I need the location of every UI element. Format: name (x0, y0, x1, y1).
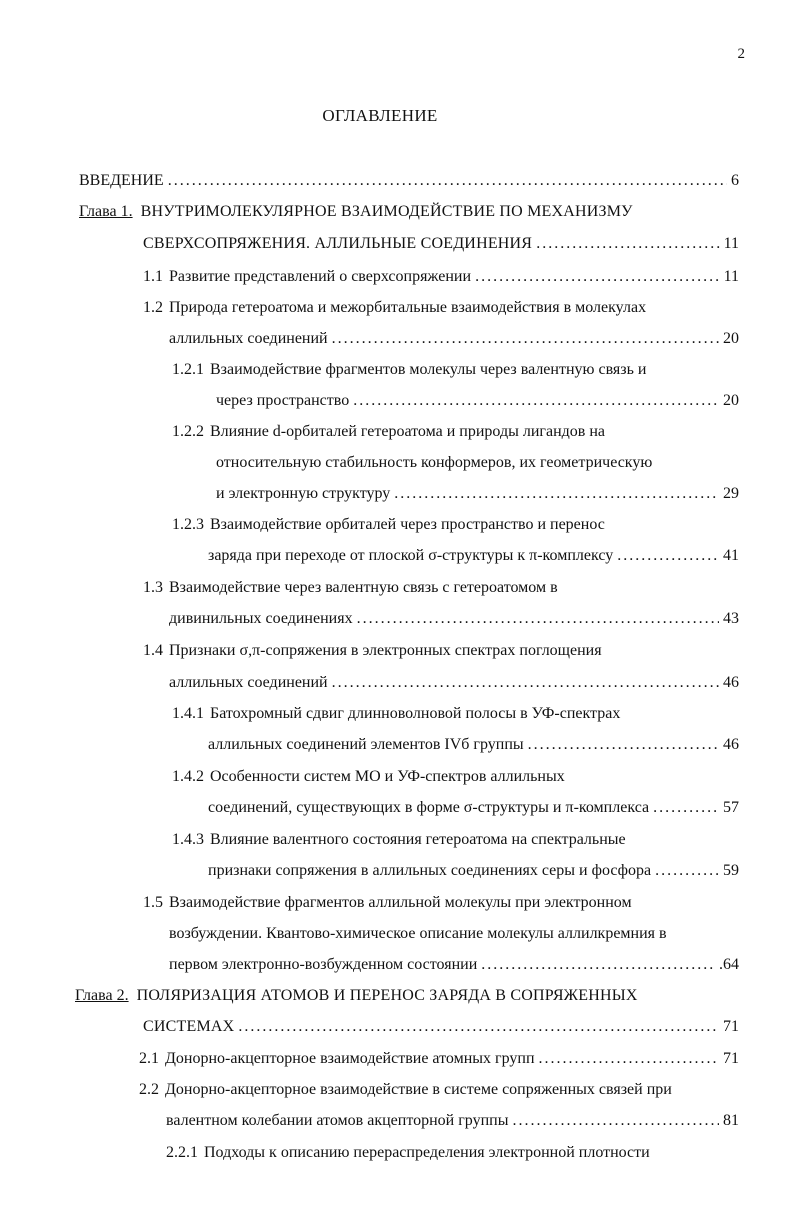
section-number: 1.2.3 (172, 516, 204, 533)
entry-text: Взаимодействие через валентную связь с гетероатомом в (169, 579, 558, 596)
entry-text: Признаки σ,π-сопряжения в электронных спектрах поглощения (169, 642, 602, 659)
toc-subsection-1-2-1[interactable] (172, 357, 646, 383)
toc-section-1-2[interactable] (143, 295, 646, 321)
dot-leader (394, 481, 719, 507)
dot-leader (481, 952, 715, 978)
entry-page: 11 (723, 268, 739, 285)
entry-page: 46 (723, 674, 739, 691)
toc-subsection-1-4-1[interactable] (172, 701, 620, 727)
entry-text-cont: относительную стабильность конформеров, их геометрическую (216, 454, 653, 471)
section-number: 1.2.2 (172, 423, 204, 440)
section-number: 1.4 (143, 642, 163, 659)
toc-chapter-2-cont[interactable] (143, 1014, 739, 1040)
entry-text: Влияние d-орбиталей гетероатома и природы лигандов на (210, 423, 605, 440)
entry-text-cont: заряда при переходе от плоской σ-структуры к π-комплексу (208, 547, 614, 564)
chapter-title-cont: СИСТЕМАХ (143, 1018, 235, 1035)
section-number: 1.2.1 (172, 361, 204, 378)
toc-subsection-2-2-1[interactable] (166, 1140, 650, 1166)
entry-text-cont: аллильных соединений (169, 330, 328, 347)
section-number: 2.2.1 (166, 1144, 198, 1161)
entry-text-cont: через пространство (216, 392, 350, 409)
entry-text: Влияние валентного состояния гетероатома на спектральные (210, 831, 626, 848)
dot-leader (238, 1014, 719, 1040)
entry-page: 11 (723, 235, 739, 252)
toc-section-1-4[interactable] (143, 638, 602, 664)
toc-subsection-1-2-1-cont[interactable] (216, 388, 739, 414)
entry-page: 6 (731, 172, 739, 189)
toc-subsection-1-2-3[interactable] (172, 512, 605, 538)
entry-text: Взаимодействие фрагментов молекулы через валентную связь и (210, 361, 647, 378)
toc-section-1-1[interactable] (143, 264, 739, 290)
toc-section-2-2[interactable] (139, 1077, 672, 1103)
dot-leader (168, 168, 727, 194)
dot-leader (512, 1108, 719, 1134)
section-number: 1.2 (143, 299, 163, 316)
entry-text-cont: аллильных соединений (169, 674, 328, 691)
toc-section-1-5-cont2[interactable] (169, 952, 739, 978)
entry-page: 59 (723, 862, 739, 879)
entry-page: 29 (723, 485, 739, 502)
toc-subsection-1-2-2-cont2[interactable] (216, 481, 739, 507)
toc-chapter-1-cont[interactable] (143, 231, 739, 257)
toc-chapter-1[interactable] (79, 199, 633, 225)
chapter-label: Глава 1. (79, 203, 133, 220)
section-number: 2.2 (139, 1081, 159, 1098)
dot-leader (332, 670, 719, 696)
section-number: 1.4.2 (172, 768, 204, 785)
dot-leader (353, 388, 719, 414)
toc-chapter-2[interactable] (75, 983, 638, 1009)
toc-subsection-1-2-2[interactable] (172, 419, 605, 445)
toc-section-1-3[interactable] (143, 575, 558, 601)
toc-subsection-1-4-3-cont[interactable] (208, 858, 739, 884)
toc-subsection-1-4-3[interactable] (172, 827, 626, 853)
entry-text: Особенности систем МО и УФ-спектров аллильных (210, 768, 565, 785)
entry-text: Донорно-акцепторное взаимодействие атомных групп (165, 1050, 535, 1067)
dot-leader (617, 543, 719, 569)
dot-leader (528, 732, 719, 758)
dot-leader (357, 606, 719, 632)
entry-text: Батохромный сдвиг длинноволновой полосы в УФ-спектрах (210, 705, 621, 722)
page-number: 2 (737, 46, 745, 62)
entry-text: ВВЕДЕНИЕ (79, 172, 164, 189)
toc-subsection-1-2-2-cont1[interactable] (216, 450, 652, 476)
entry-text: Природа гетероатома и межорбитальные взаимодействия в молекулах (169, 299, 647, 316)
section-number: 1.4.3 (172, 831, 204, 848)
dot-leader (539, 1046, 719, 1072)
toc-section-2-2-cont[interactable] (166, 1108, 739, 1134)
chapter-title: ПОЛЯРИЗАЦИЯ АТОМОВ И ПЕРЕНОС ЗАРЯДА В СОПРЯЖЕННЫХ (136, 987, 638, 1004)
toc-subsection-1-4-1-cont[interactable] (208, 732, 739, 758)
entry-page: 20 (723, 330, 739, 347)
dot-leader (653, 795, 719, 821)
toc-entry-intro[interactable] (79, 168, 739, 194)
entry-text: Подходы к описанию перераспределения электронной плотности (204, 1144, 650, 1161)
toc-section-1-2-cont[interactable] (169, 326, 739, 352)
dot-leader (475, 264, 720, 290)
chapter-title-cont: СВЕРХСОПРЯЖЕНИЯ. АЛЛИЛЬНЫЕ СОЕДИНЕНИЯ (143, 235, 533, 252)
toc-section-1-4-cont[interactable] (169, 670, 739, 696)
section-number: 2.1 (139, 1050, 159, 1067)
dot-leader (536, 231, 719, 257)
toc-subsection-1-4-2-cont[interactable] (208, 795, 739, 821)
toc-section-1-5[interactable] (143, 890, 632, 916)
entry-text: Взаимодействие фрагментов аллильной молекулы при электронном (169, 894, 632, 911)
entry-page: 43 (723, 610, 739, 627)
section-number: 1.4.1 (172, 705, 204, 722)
entry-text-cont: соединений, существующих в форме σ-структуры и π-комплекса (208, 799, 650, 816)
entry-text-cont: дивинильных соединениях (169, 610, 353, 627)
section-number: 1.1 (143, 268, 163, 285)
entry-text-cont: признаки сопряжения в аллильных соединениях серы и фосфора (208, 862, 652, 879)
entry-text-cont: возбуждении. Квантово-химическое описание молекулы аллилкремния в (169, 925, 667, 942)
entry-text: Развитие представлений о сверхсопряжении (169, 268, 472, 285)
entry-page: 41 (723, 547, 739, 564)
entry-text-cont: аллильных соединений элементов IVб группы (208, 736, 524, 753)
entry-page: 71 (723, 1050, 739, 1067)
chapter-label: Глава 2. (75, 987, 129, 1004)
chapter-title: ВНУТРИМОЛЕКУЛЯРНОЕ ВЗАИМОДЕЙСТВИЕ ПО МЕХАНИЗМУ (140, 203, 633, 220)
toc-subsection-1-4-2[interactable] (172, 764, 565, 790)
entry-text-cont: первом электронно-возбужденном состоянии (169, 956, 478, 973)
entry-text: Донорно-акцепторное взаимодействие в системе сопряженных связей при (165, 1081, 672, 1098)
section-number: 1.3 (143, 579, 163, 596)
entry-page: 71 (723, 1018, 739, 1035)
toc-section-1-3-cont[interactable] (169, 606, 739, 632)
toc-subsection-1-2-3-cont[interactable] (208, 543, 739, 569)
entry-page: 81 (723, 1112, 739, 1129)
entry-page: 20 (723, 392, 739, 409)
section-number: 1.5 (143, 894, 163, 911)
entry-text: Взаимодействие орбиталей через пространство и перенос (210, 516, 605, 533)
toc-title: ОГЛАВЛЕНИЕ (322, 106, 438, 125)
entry-page: .64 (719, 956, 739, 973)
toc-section-1-5-cont1[interactable] (169, 921, 667, 947)
entry-text-cont: валентном колебании атомов акцепторной группы (166, 1112, 509, 1129)
toc-section-2-1[interactable] (139, 1046, 739, 1072)
entry-page: 46 (723, 736, 739, 753)
entry-page: 57 (723, 799, 739, 816)
dot-leader (655, 858, 719, 884)
entry-text-cont: и электронную структуру (216, 485, 391, 502)
dot-leader (332, 326, 719, 352)
